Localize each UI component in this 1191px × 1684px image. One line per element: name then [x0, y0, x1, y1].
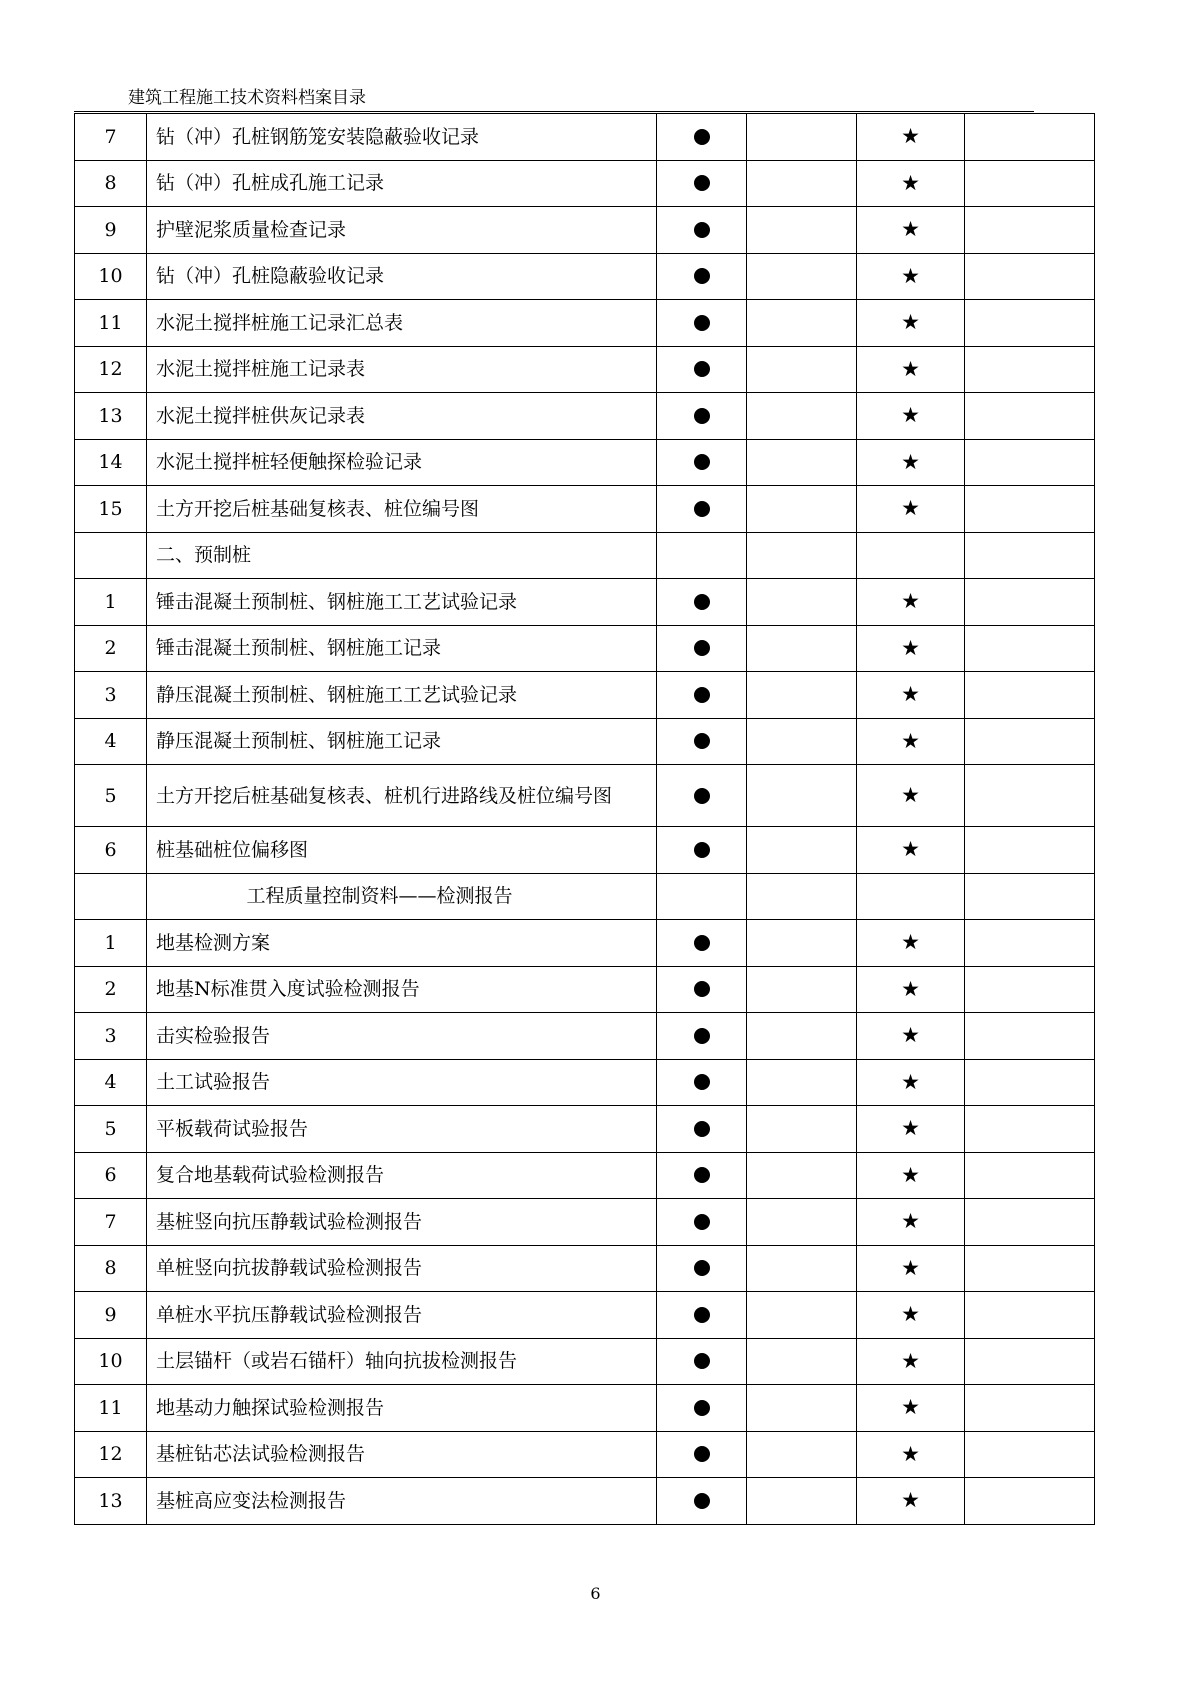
empty-cell [747, 114, 857, 161]
dot-icon [694, 1493, 710, 1509]
row-number: 6 [75, 827, 147, 874]
star-icon: ★ [901, 1162, 920, 1187]
table-row [75, 718, 1095, 765]
table-row [75, 1106, 1095, 1153]
empty-cell [965, 920, 1095, 967]
dot-icon [694, 1074, 710, 1090]
row-document-name: 钻（冲）孔桩成孔施工记录 [147, 160, 657, 207]
mark-cell-archive [857, 1059, 965, 1106]
row-document-name: 土层锚杆（或岩石锚杆）轴向抗拔检测报告 [147, 1338, 657, 1385]
mark-cell-archive [857, 1292, 965, 1339]
mark-cell-required [657, 1106, 747, 1153]
row-document-name: 锤击混凝土预制桩、钢桩施工记录 [147, 625, 657, 672]
row-number: 5 [75, 765, 147, 827]
document-header-title: 建筑工程施工技术资料档案目录 [128, 88, 366, 108]
mark-cell-archive [857, 827, 965, 874]
empty-cell [965, 718, 1095, 765]
mark-cell-required [657, 1431, 747, 1478]
star-icon: ★ [901, 170, 920, 195]
mark-cell-archive [857, 439, 965, 486]
mark-cell-archive [857, 672, 965, 719]
mark-cell-required [657, 1013, 747, 1060]
star-icon: ★ [901, 496, 920, 521]
row-number: 8 [75, 1245, 147, 1292]
empty-cell [747, 579, 857, 626]
row-number: 9 [75, 207, 147, 254]
row-document-name: 地基动力触探试验检测报告 [147, 1385, 657, 1432]
mark-cell-archive [857, 486, 965, 533]
star-icon: ★ [901, 263, 920, 288]
header-rule [74, 111, 1034, 112]
mark-cell-required [657, 1199, 747, 1246]
empty-cell [747, 1013, 857, 1060]
mark-cell-required [657, 1059, 747, 1106]
mark-cell-required [657, 114, 747, 161]
empty-cell [965, 346, 1095, 393]
table-row [75, 1245, 1095, 1292]
star-icon: ★ [901, 403, 920, 428]
empty-cell [965, 1199, 1095, 1246]
row-document-name: 桩基础桩位偏移图 [147, 827, 657, 874]
empty-cell [965, 207, 1095, 254]
row-number: 9 [75, 1292, 147, 1339]
mark-cell-archive [857, 160, 965, 207]
mark-cell-required [657, 1292, 747, 1339]
mark-cell-archive [857, 1338, 965, 1385]
mark-cell-archive [857, 1385, 965, 1432]
row-number: 3 [75, 1013, 147, 1060]
table-row [75, 253, 1095, 300]
empty-cell [747, 439, 857, 486]
dot-icon [694, 175, 710, 191]
row-document-name: 静压混凝土预制桩、钢桩施工记录 [147, 718, 657, 765]
row-document-name: 地基N标准贯入度试验检测报告 [147, 966, 657, 1013]
mark-cell-archive [857, 579, 965, 626]
row-number: 12 [75, 346, 147, 393]
table-row [75, 1199, 1095, 1246]
row-number: 5 [75, 1106, 147, 1153]
mark-cell-required [657, 625, 747, 672]
empty-cell [747, 1059, 857, 1106]
row-number: 10 [75, 253, 147, 300]
empty-cell [747, 920, 857, 967]
dot-icon [694, 454, 710, 470]
dot-icon [694, 1214, 710, 1230]
row-document-name: 水泥土搅拌桩供灰记录表 [147, 393, 657, 440]
mark-cell-required [657, 873, 747, 920]
mark-cell-required [657, 346, 747, 393]
empty-cell [965, 114, 1095, 161]
dot-icon [694, 935, 710, 951]
empty-cell [965, 966, 1095, 1013]
table-row [75, 625, 1095, 672]
row-document-name: 钻（冲）孔桩钢筋笼安装隐蔽验收记录 [147, 114, 657, 161]
archive-catalog-table [74, 113, 1095, 1525]
empty-cell [747, 873, 857, 920]
row-document-name: 基桩钻芯法试验检测报告 [147, 1431, 657, 1478]
dot-icon [694, 501, 710, 517]
dot-icon [694, 1400, 710, 1416]
mark-cell-required [657, 253, 747, 300]
row-document-name: 基桩高应变法检测报告 [147, 1478, 657, 1525]
empty-cell [747, 486, 857, 533]
table-row [75, 346, 1095, 393]
dot-icon [694, 408, 710, 424]
table-row [75, 207, 1095, 254]
table-row [75, 827, 1095, 874]
empty-cell [747, 207, 857, 254]
row-number [75, 532, 147, 579]
mark-cell-archive [857, 1106, 965, 1153]
row-document-name: 平板载荷试验报告 [147, 1106, 657, 1153]
empty-cell [965, 253, 1095, 300]
row-number: 2 [75, 625, 147, 672]
row-document-name: 地基检测方案 [147, 920, 657, 967]
mark-cell-required [657, 160, 747, 207]
table-row [75, 1431, 1095, 1478]
dot-icon [694, 640, 710, 656]
star-icon: ★ [901, 976, 920, 1001]
mark-cell-required [657, 532, 747, 579]
dot-icon [694, 361, 710, 377]
row-number: 15 [75, 486, 147, 533]
table-row [75, 1292, 1095, 1339]
empty-cell [747, 1106, 857, 1153]
star-icon: ★ [901, 682, 920, 707]
dot-icon [694, 788, 710, 804]
mark-cell-archive [857, 718, 965, 765]
empty-cell [747, 160, 857, 207]
star-icon: ★ [901, 837, 920, 862]
mark-cell-archive [857, 966, 965, 1013]
empty-cell [747, 827, 857, 874]
table-row [75, 160, 1095, 207]
empty-cell [747, 966, 857, 1013]
empty-cell [747, 718, 857, 765]
star-icon: ★ [901, 1069, 920, 1094]
mark-cell-archive [857, 532, 965, 579]
empty-cell [965, 1385, 1095, 1432]
mark-cell-required [657, 439, 747, 486]
empty-cell [747, 1385, 857, 1432]
empty-cell [965, 1431, 1095, 1478]
row-number: 13 [75, 393, 147, 440]
mark-cell-archive [857, 1478, 965, 1525]
row-number: 4 [75, 718, 147, 765]
star-icon: ★ [901, 1302, 920, 1327]
catalog-table-body [75, 114, 1095, 1525]
mark-cell-archive [857, 300, 965, 347]
star-icon: ★ [901, 1395, 920, 1420]
dot-icon [694, 981, 710, 997]
empty-cell [747, 1431, 857, 1478]
empty-cell [747, 346, 857, 393]
mark-cell-archive [857, 1152, 965, 1199]
table-row [75, 114, 1095, 161]
row-number: 13 [75, 1478, 147, 1525]
empty-cell [965, 160, 1095, 207]
table-row [75, 1013, 1095, 1060]
empty-cell [965, 1478, 1095, 1525]
star-icon: ★ [901, 1441, 920, 1466]
page-number: 6 [590, 1584, 601, 1603]
mark-cell-required [657, 1478, 747, 1525]
table-row [75, 920, 1095, 967]
empty-cell [965, 672, 1095, 719]
mark-cell-required [657, 765, 747, 827]
mark-cell-archive [857, 346, 965, 393]
mark-cell-archive [857, 1013, 965, 1060]
star-icon: ★ [901, 728, 920, 753]
empty-cell [747, 1199, 857, 1246]
table-row [75, 1338, 1095, 1385]
empty-cell [747, 1152, 857, 1199]
section-title: 工程质量控制资料——检测报告 [246, 885, 513, 908]
empty-cell [747, 1338, 857, 1385]
mark-cell-archive [857, 207, 965, 254]
star-icon: ★ [901, 1116, 920, 1141]
row-number: 7 [75, 1199, 147, 1246]
dot-icon [694, 222, 710, 238]
empty-cell [747, 253, 857, 300]
empty-cell [965, 579, 1095, 626]
empty-cell [747, 1478, 857, 1525]
mark-cell-required [657, 920, 747, 967]
empty-cell [965, 765, 1095, 827]
empty-cell [747, 765, 857, 827]
row-number: 7 [75, 114, 147, 161]
mark-cell-archive [857, 393, 965, 440]
table-row [75, 966, 1095, 1013]
star-icon: ★ [901, 1488, 920, 1513]
mark-cell-required [657, 579, 747, 626]
mark-cell-required [657, 1245, 747, 1292]
star-icon: ★ [901, 1023, 920, 1048]
star-icon: ★ [901, 310, 920, 335]
row-number: 12 [75, 1431, 147, 1478]
row-number: 2 [75, 966, 147, 1013]
mark-cell-required [657, 393, 747, 440]
dot-icon [694, 842, 710, 858]
mark-cell-archive [857, 1199, 965, 1246]
star-icon: ★ [901, 1255, 920, 1280]
mark-cell-required [657, 1152, 747, 1199]
row-number: 8 [75, 160, 147, 207]
row-document-name: 锤击混凝土预制桩、钢桩施工工艺试验记录 [147, 579, 657, 626]
row-number: 10 [75, 1338, 147, 1385]
mark-cell-required [657, 827, 747, 874]
table-row [75, 1385, 1095, 1432]
empty-cell [965, 300, 1095, 347]
row-document-name: 护壁泥浆质量检查记录 [147, 207, 657, 254]
mark-cell-archive [857, 765, 965, 827]
star-icon: ★ [901, 449, 920, 474]
table-row [75, 300, 1095, 347]
mark-cell-archive [857, 253, 965, 300]
empty-cell [965, 1059, 1095, 1106]
table-row [75, 1059, 1095, 1106]
empty-cell [965, 532, 1095, 579]
table-row [75, 486, 1095, 533]
dot-icon [694, 687, 710, 703]
empty-cell [965, 1292, 1095, 1339]
dot-icon [694, 1121, 710, 1137]
row-document-name: 复合地基载荷试验检测报告 [147, 1152, 657, 1199]
table-row [75, 1478, 1095, 1525]
row-document-name [147, 873, 657, 920]
mark-cell-required [657, 672, 747, 719]
mark-cell-required [657, 207, 747, 254]
row-number: 4 [75, 1059, 147, 1106]
dot-icon [694, 594, 710, 610]
dot-icon [694, 129, 710, 145]
table-row [75, 765, 1095, 827]
row-document-name: 土方开挖后桩基础复核表、桩位编号图 [147, 486, 657, 533]
star-icon: ★ [901, 356, 920, 381]
empty-cell [747, 532, 857, 579]
mark-cell-archive [857, 1431, 965, 1478]
row-number: 6 [75, 1152, 147, 1199]
row-document-name: 基桩竖向抗压静载试验检测报告 [147, 1199, 657, 1246]
mark-cell-required [657, 718, 747, 765]
empty-cell [965, 439, 1095, 486]
dot-icon [694, 268, 710, 284]
empty-cell [747, 300, 857, 347]
row-number: 11 [75, 1385, 147, 1432]
row-document-name: 水泥土搅拌桩施工记录表 [147, 346, 657, 393]
empty-cell [747, 625, 857, 672]
dot-icon [694, 1260, 710, 1276]
dot-icon [694, 1307, 710, 1323]
table-row [75, 439, 1095, 486]
empty-cell [747, 1245, 857, 1292]
mark-cell-archive [857, 625, 965, 672]
dot-icon [694, 1446, 710, 1462]
section-row [75, 532, 1095, 579]
empty-cell [747, 672, 857, 719]
star-icon: ★ [901, 217, 920, 242]
star-icon: ★ [901, 635, 920, 660]
dot-icon [694, 1353, 710, 1369]
mark-cell-archive [857, 873, 965, 920]
row-document-name: 静压混凝土预制桩、钢桩施工工艺试验记录 [147, 672, 657, 719]
empty-cell [747, 1292, 857, 1339]
table-row [75, 672, 1095, 719]
row-document-name: 单桩竖向抗拔静载试验检测报告 [147, 1245, 657, 1292]
star-icon: ★ [901, 783, 920, 807]
row-number [75, 873, 147, 920]
row-document-name: 钻（冲）孔桩隐蔽验收记录 [147, 253, 657, 300]
row-document-name: 单桩水平抗压静载试验检测报告 [147, 1292, 657, 1339]
empty-cell [965, 1245, 1095, 1292]
mark-cell-archive [857, 1245, 965, 1292]
empty-cell [965, 827, 1095, 874]
mark-cell-required [657, 486, 747, 533]
row-document-name: 击实检验报告 [147, 1013, 657, 1060]
empty-cell [965, 1013, 1095, 1060]
row-number: 1 [75, 920, 147, 967]
star-icon: ★ [901, 1348, 920, 1373]
row-number: 3 [75, 672, 147, 719]
dot-icon [694, 315, 710, 331]
empty-cell [965, 873, 1095, 920]
row-number: 14 [75, 439, 147, 486]
section-row [75, 873, 1095, 920]
empty-cell [965, 393, 1095, 440]
mark-cell-required [657, 300, 747, 347]
row-document-name: 土方开挖后桩基础复核表、桩机行进路线及桩位编号图 [147, 765, 657, 827]
dot-icon [694, 733, 710, 749]
mark-cell-archive [857, 114, 965, 161]
table-row [75, 1152, 1095, 1199]
row-document-name: 水泥土搅拌桩轻便触探检验记录 [147, 439, 657, 486]
row-document-name: 土工试验报告 [147, 1059, 657, 1106]
empty-cell [965, 1338, 1095, 1385]
mark-cell-archive [857, 920, 965, 967]
star-icon: ★ [901, 589, 920, 614]
star-icon: ★ [901, 1209, 920, 1234]
table-row [75, 393, 1095, 440]
empty-cell [747, 393, 857, 440]
table-row [75, 579, 1095, 626]
star-icon: ★ [901, 930, 920, 955]
empty-cell [965, 1106, 1095, 1153]
row-document-name: 水泥土搅拌桩施工记录汇总表 [147, 300, 657, 347]
empty-cell [965, 625, 1095, 672]
empty-cell [965, 486, 1095, 533]
dot-icon [694, 1167, 710, 1183]
dot-icon [694, 1028, 710, 1044]
row-number: 11 [75, 300, 147, 347]
star-icon: ★ [901, 124, 920, 149]
row-document-name: 二、预制桩 [147, 532, 657, 579]
mark-cell-required [657, 966, 747, 1013]
row-number: 1 [75, 579, 147, 626]
empty-cell [965, 1152, 1095, 1199]
mark-cell-required [657, 1338, 747, 1385]
mark-cell-required [657, 1385, 747, 1432]
